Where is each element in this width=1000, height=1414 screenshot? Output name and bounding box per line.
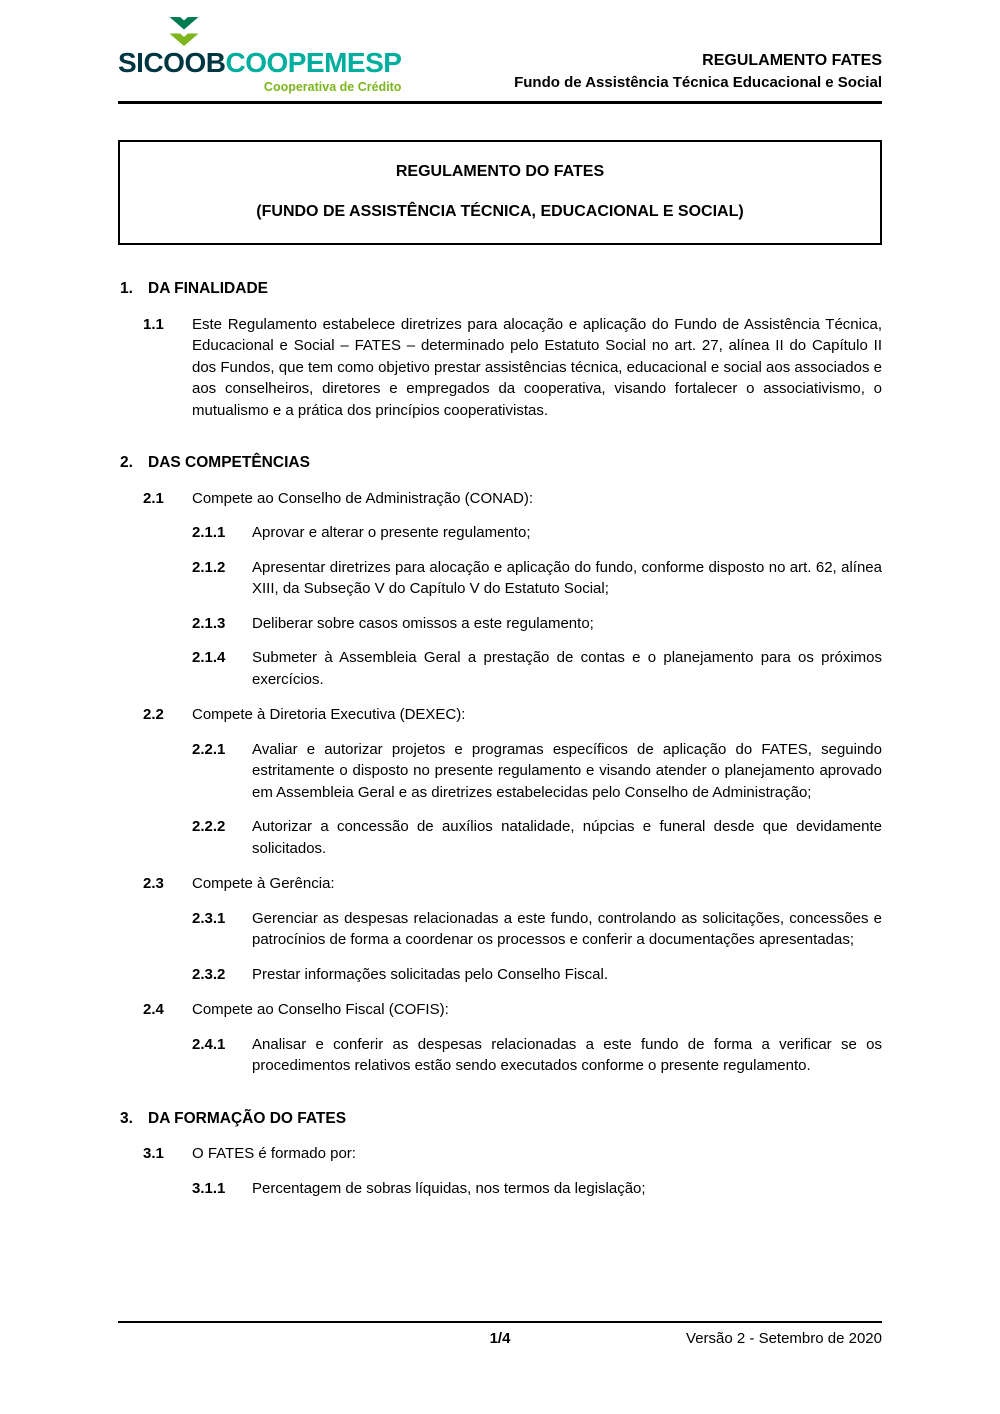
document-subtitle-header: Fundo de Assistência Técnica Educacional e Social	[514, 74, 882, 91]
clause-item	[143, 999, 882, 1021]
clause-text: O FATES é formado por:	[192, 1145, 356, 1162]
subclause-item	[192, 647, 882, 690]
document-header	[118, 14, 882, 94]
logo-brand-wrap	[118, 16, 401, 94]
section-heading	[120, 278, 882, 300]
document-title-header: REGULAMENTO FATES	[702, 52, 882, 69]
subclause-text: Apresentar diretrizes para alocação e aplicação do fundo, conforme disposto no art. 62, alínea XIII, da Subseção V do Capítulo V do Estatuto Social;	[252, 558, 882, 597]
clause-number: 2.2	[143, 706, 164, 723]
section-heading	[120, 1108, 882, 1130]
logo-brand-text	[118, 48, 401, 78]
clause-text: Compete ao Conselho de Administração (CONAD):	[192, 489, 533, 507]
subclause-number: 2.1.1	[192, 524, 226, 541]
header-titles	[514, 50, 882, 94]
section-title: DAS COMPETÊNCIAS	[148, 454, 310, 471]
subclause-item	[192, 908, 882, 951]
document-body	[118, 278, 882, 1199]
footer-row	[118, 1330, 882, 1350]
subclause-item	[192, 816, 882, 859]
subclause-text: Analisar e conferir as despesas relacionadas a este fundo de forma a verificar se os procedimentos relativos estão sendo executados conforme o presente regulamento.	[252, 1035, 882, 1074]
clause-item	[143, 314, 882, 422]
version-label: Versão 2 - Setembro de 2020	[686, 1330, 882, 1347]
subclause-number: 2.2.2	[192, 818, 226, 835]
clause-number: 2.4	[143, 1001, 164, 1018]
subclause-item	[192, 1034, 882, 1077]
subclause-text: Aprovar e alterar o presente regulamento;	[252, 524, 531, 541]
subclause-text: Avaliar e autorizar projetos e programas específicos de aplicação do FATES, seguindo estritamente o disposto no presente regulamento e visando atender o planejamento aprovado em Assembleia Geral e as diretrizes estabelecidas pelo Conselho de Administração;	[252, 740, 882, 801]
subclause-number: 2.2.1	[192, 740, 226, 758]
subclause-text: Prestar informações solicitadas pelo Conselho Fiscal.	[252, 965, 608, 983]
subclause-text: Autorizar a concessão de auxílios natalidade, núpcias e funeral desde que devidamente solicitados.	[252, 818, 882, 857]
subclause-number: 2.4.1	[192, 1035, 226, 1053]
subclause-item	[192, 739, 882, 804]
title-box	[118, 140, 882, 245]
title-box-line1: REGULAMENTO DO FATES	[395, 163, 605, 180]
subclause-number: 2.1.4	[192, 649, 226, 666]
logo	[118, 16, 401, 94]
subclause-number: 2.3.2	[192, 965, 226, 983]
subclause-item	[192, 613, 882, 635]
section-number: 1.	[120, 280, 133, 297]
logo-brand-secondary: COOPEMESP	[225, 47, 402, 78]
subclause-text: Percentagem de sobras líquidas, nos termos da legislação;	[252, 1179, 646, 1197]
header-divider	[118, 101, 882, 104]
section-number: 3.	[120, 1109, 133, 1127]
clause-item	[143, 704, 882, 726]
section-heading	[120, 452, 882, 474]
clause-text: Compete ao Conselho Fiscal (COFIS):	[192, 1001, 449, 1018]
subclause-item	[192, 557, 882, 600]
clause-text: Este Regulamento estabelece diretrizes para alocação e aplicação do Fundo de Assistência Técnica, Educacional e Social – FATES – determinado pelo Estatuto Social no art. 27, alínea II do Capítulo II dos Fundos, que tem como objetivo prestar assistências técnica, educacional e social aos associados e aos conselheiros, diretores e empregados da cooperativa, visando fortalecer o associativismo, o mutualismo e a prática dos princípios cooperativistas.	[192, 315, 882, 419]
page-number: 1/4	[489, 1330, 511, 1347]
clause-item	[143, 873, 882, 895]
clause-text: Compete à Diretoria Executiva (DEXEC):	[192, 706, 466, 723]
subclause-item	[192, 1178, 882, 1200]
section-title: DA FINALIDADE	[148, 280, 268, 297]
subclause-text: Submeter à Assembleia Geral a prestação de contas e o planejamento para os próximos exercícios.	[252, 649, 882, 688]
document-footer	[118, 1321, 882, 1350]
clause-item	[143, 1143, 882, 1165]
title-box-line2: (FUNDO DE ASSISTÊNCIA TÉCNICA, EDUCACIONAL E SOCIAL)	[256, 203, 744, 220]
subclause-item	[192, 522, 882, 544]
sicoob-logo-icon	[166, 16, 401, 48]
clause-text: Compete à Gerência:	[192, 875, 335, 892]
section-title: DA FORMAÇÃO DO FATES	[148, 1109, 347, 1127]
subclause-text: Gerenciar as despesas relacionadas a este fundo, controlando as solicitações, concessões e patrocínios de forma a coordenar os processos e conferir a documentações apresentadas;	[252, 909, 882, 948]
clause-number: 2.3	[143, 875, 164, 892]
clause-number: 3.1	[143, 1145, 164, 1162]
logo-tagline: Cooperativa de Crédito	[263, 80, 402, 94]
logo-brand-primary: SICOOB	[118, 47, 226, 78]
subclause-number: 2.1.2	[192, 558, 226, 576]
subclause-number: 3.1.1	[192, 1179, 226, 1197]
subclause-number: 2.3.1	[192, 909, 226, 927]
clause-number: 2.1	[143, 489, 164, 507]
clause-item	[143, 488, 882, 510]
clause-number: 1.1	[143, 315, 164, 333]
subclause-number: 2.1.3	[192, 614, 226, 632]
subclause-text: Deliberar sobre casos omissos a este regulamento;	[252, 614, 594, 632]
section-number: 2.	[120, 454, 133, 471]
subclause-item	[192, 964, 882, 986]
footer-divider	[118, 1321, 882, 1323]
